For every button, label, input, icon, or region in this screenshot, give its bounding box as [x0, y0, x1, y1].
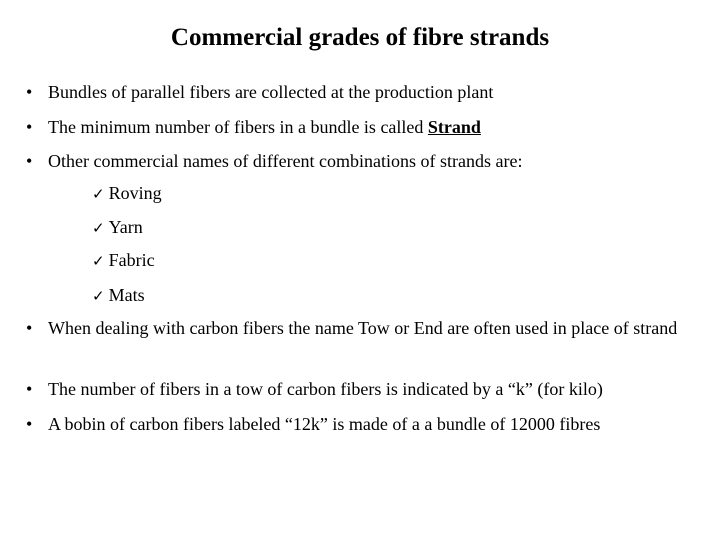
bullet-icon: •: [26, 318, 33, 338]
bullet-item: [26, 114, 706, 140]
sub-item-label: Mats: [108, 285, 145, 305]
sub-list-item: [92, 282, 145, 309]
bullet-item: [26, 79, 706, 105]
bullet-icon: •: [26, 117, 33, 137]
sub-item-label: Yarn: [108, 217, 143, 237]
bullet-item: [26, 376, 706, 402]
bullet-text: The number of fibers in a tow of carbon fibers is indicated by a “k” (for kilo): [48, 379, 603, 399]
checkmark-icon: ✓: [92, 287, 105, 305]
bullet-icon: •: [26, 414, 33, 434]
checkmark-icon: ✓: [92, 252, 105, 270]
bullet-text: A bobin of carbon fibers labeled “12k” is made of a a bundle of 12000 fibres: [48, 414, 601, 434]
checkmark-icon: ✓: [92, 185, 105, 203]
sub-list-item: [92, 214, 143, 241]
bullet-icon: •: [26, 151, 33, 171]
sub-item-label: Fabric: [108, 250, 155, 270]
bullet-item: [26, 315, 706, 341]
bullet-icon: •: [26, 82, 33, 102]
bullet-item: [26, 411, 706, 437]
strand-term: Strand: [427, 117, 481, 137]
sub-list-item: [92, 180, 162, 207]
bullet-text-prefix: The minimum number of fibers in a bundle is called: [48, 117, 428, 137]
bullet-text: Other commercial names of different combinations of strands are:: [48, 151, 523, 171]
checkmark-icon: ✓: [92, 219, 105, 237]
bullet-text: [48, 114, 706, 140]
slide-title: Commercial grades of fibre strands: [170, 24, 550, 51]
bullet-text: When dealing with carbon fibers the name Tow or End are often used in place of strand: [48, 318, 678, 338]
bullet-item: [26, 148, 706, 174]
sub-list-item: [92, 247, 155, 274]
bullet-icon: •: [26, 379, 33, 399]
sub-item-label: Roving: [108, 183, 162, 203]
bullet-text: Bundles of parallel fibers are collected at the production plant: [48, 82, 494, 102]
